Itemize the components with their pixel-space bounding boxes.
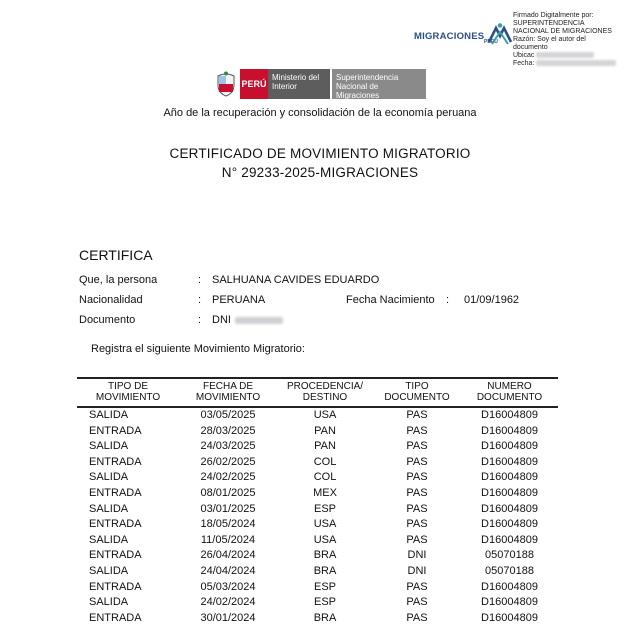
document-type-cell: PAS <box>406 596 428 609</box>
migraciones-wordmark: MIGRACIONES <box>414 31 485 42</box>
document-number-cell: 05070188 <box>485 549 534 562</box>
certifica-heading: CERTIFICA <box>79 247 153 263</box>
header-document-number: NUMERO DOCUMENTO <box>461 378 558 407</box>
movement-date-cell: 24/02/2025 <box>200 471 256 484</box>
signature-line: NACIONAL DE MIGRACIONES <box>513 28 612 35</box>
origin-destination-cell: ESP <box>313 580 336 593</box>
government-header <box>212 69 426 99</box>
movement-type-cell: SALIDA <box>89 471 129 484</box>
document-number-cell: D16004809 <box>481 533 538 546</box>
colon: : <box>198 274 202 286</box>
document-type-cell: PAS <box>406 486 428 499</box>
signature-line: SUPERINTENDENCIA <box>513 20 585 27</box>
movement-type-cell: SALIDA <box>89 502 129 515</box>
origin-destination-cell: USA <box>313 409 337 421</box>
year-motto: Año de la recuperación y consolidación de la economía peruana <box>163 107 477 119</box>
movement-date-cell: 18/05/2024 <box>200 518 256 531</box>
document-number-cell: D16004809 <box>481 611 538 624</box>
document-number-cell: D16004809 <box>481 409 538 421</box>
movement-intro: Registra el siguiente Movimiento Migratorio: <box>91 343 305 355</box>
origin-destination-cell: PAN <box>314 440 336 453</box>
ministry-label: Ministerio del Interior <box>268 69 330 99</box>
header-document-type: TIPO DOCUMENTO <box>373 378 461 407</box>
origin-destination-cell: MEX <box>313 486 337 499</box>
document-type-cell: PAS <box>406 611 428 624</box>
document-type-cell: DNI <box>407 549 427 562</box>
migraciones-emblem-icon <box>486 22 514 48</box>
movement-date-cell: 05/03/2024 <box>200 580 256 593</box>
peru-coat-of-arms-icon <box>212 69 240 99</box>
origin-destination-cell: USA <box>313 518 337 531</box>
table-row <box>77 595 558 611</box>
origin-destination-cell: BRA <box>313 564 337 577</box>
document-number-cell: 05070188 <box>485 564 534 577</box>
movement-type-cell: ENTRADA <box>89 580 142 593</box>
document-type-cell: PAS <box>406 409 428 421</box>
movement-date-cell: 03/05/2025 <box>200 409 256 421</box>
movement-date-cell: 26/04/2024 <box>200 549 256 562</box>
document-number-cell: D16004809 <box>481 596 538 609</box>
redacted-dni-number <box>235 317 283 324</box>
origin-destination-cell: PAN <box>314 424 336 437</box>
document-number-cell: D16004809 <box>481 455 538 468</box>
table-row <box>77 439 558 455</box>
origin-destination-cell: ESP <box>313 596 336 609</box>
table-row <box>77 486 558 502</box>
signature-line: Razón: Soy el autor del <box>513 36 586 43</box>
birth-date-value: 01/09/1962 <box>464 294 520 306</box>
document-title: CERTIFICADO DE MOVIMIENTO MIGRATORIO <box>169 146 471 161</box>
movement-date-cell: 30/01/2024 <box>200 611 256 624</box>
document-number-cell: D16004809 <box>481 518 538 531</box>
signature-location: Ubicac <box>513 52 635 60</box>
header-movement-date: FECHA DE MOVIMIENTO <box>179 378 277 407</box>
document-number-cell: D16004809 <box>481 440 538 453</box>
table-row <box>77 548 558 564</box>
table-header <box>77 378 558 407</box>
movement-date-cell: 11/05/2024 <box>200 533 256 546</box>
movement-type-cell: SALIDA <box>89 564 129 577</box>
document-number-cell: D16004809 <box>481 486 538 499</box>
migraciones-peru-label: PERÚ <box>484 39 498 45</box>
movement-type-cell: SALIDA <box>89 596 129 609</box>
document-type-cell: PAS <box>406 471 428 484</box>
header-movement-type: TIPO DE MOVIMIENTO <box>77 378 179 407</box>
movement-type-cell: ENTRADA <box>89 518 142 531</box>
document-type-cell: PAS <box>406 518 428 531</box>
colon: : <box>446 294 450 306</box>
document-type-cell: PAS <box>406 455 428 468</box>
origin-destination-cell: COL <box>313 471 337 484</box>
origin-destination-cell: ESP <box>313 502 336 515</box>
document-number-cell: D16004809 <box>481 471 538 484</box>
movement-date-cell: 26/02/2025 <box>200 455 256 468</box>
movement-date-cell: 24/04/2024 <box>200 564 256 577</box>
table-row <box>77 517 558 533</box>
movement-date-cell: 08/01/2025 <box>200 486 256 499</box>
signature-line: documento <box>513 44 548 51</box>
movement-date-cell: 24/03/2025 <box>200 440 256 453</box>
person-label: Que, la persona <box>79 274 158 286</box>
signature-date: Fecha: <box>513 60 635 68</box>
origin-destination-cell: BRA <box>313 549 337 562</box>
colon: : <box>198 314 202 326</box>
movement-type-cell: SALIDA <box>89 533 129 546</box>
birth-date-label: Fecha Nacimiento <box>346 294 435 306</box>
document-type-cell: PAS <box>406 424 428 437</box>
digital-signature-text <box>513 12 635 68</box>
table-row <box>77 533 558 549</box>
table-row <box>77 502 558 518</box>
table-row <box>77 407 558 424</box>
table-body <box>77 407 558 626</box>
person-name: SALHUANA CAVIDES EDUARDO <box>212 274 380 286</box>
movement-date-cell: 03/01/2025 <box>200 502 256 515</box>
signature-line: Firmado Digitalmente por: <box>513 12 594 19</box>
origin-destination-cell: BRA <box>313 611 337 624</box>
movement-type-cell: SALIDA <box>89 440 129 453</box>
movement-type-cell: ENTRADA <box>89 424 142 437</box>
colon: : <box>198 294 202 306</box>
table-row <box>77 424 558 440</box>
table-row <box>77 564 558 580</box>
origin-destination-cell: COL <box>313 455 337 468</box>
peru-label: PERÚ <box>240 69 268 99</box>
table-row <box>77 470 558 486</box>
document-number-cell: D16004809 <box>481 502 538 515</box>
document-type-cell: PAS <box>406 533 428 546</box>
document-value <box>212 314 283 326</box>
movement-type-cell: SALIDA <box>89 409 129 421</box>
movement-date-cell: 28/03/2025 <box>200 424 256 437</box>
document-type-cell: PAS <box>406 440 428 453</box>
table-row <box>77 455 558 471</box>
table-row <box>77 580 558 596</box>
document-type: DNI <box>212 314 231 326</box>
movement-type-cell: ENTRADA <box>89 611 142 624</box>
movement-type-cell: ENTRADA <box>89 455 142 468</box>
document-number: N° 29233-2025-MIGRACIONES <box>221 165 419 180</box>
document-type-cell: DNI <box>407 564 427 577</box>
document-type-cell: PAS <box>406 502 428 515</box>
origin-destination-cell: USA <box>313 533 337 546</box>
movement-type-cell: ENTRADA <box>89 549 142 562</box>
nationality-label: Nacionalidad <box>79 294 143 306</box>
movement-date-cell: 24/02/2024 <box>200 596 256 609</box>
document-number-cell: D16004809 <box>481 580 538 593</box>
document-type-cell: PAS <box>406 580 428 593</box>
document-number-cell: D16004809 <box>481 424 538 437</box>
nationality-value: PERUANA <box>212 294 266 306</box>
superintendence-label: Superintendencia Nacional de Migraciones <box>332 69 426 99</box>
migration-movements-table <box>77 377 558 626</box>
table-row <box>77 611 558 627</box>
document-label: Documento <box>79 314 136 326</box>
header-origin-destination: PROCEDENCIA/ DESTINO <box>277 378 373 407</box>
movement-type-cell: ENTRADA <box>89 486 142 499</box>
